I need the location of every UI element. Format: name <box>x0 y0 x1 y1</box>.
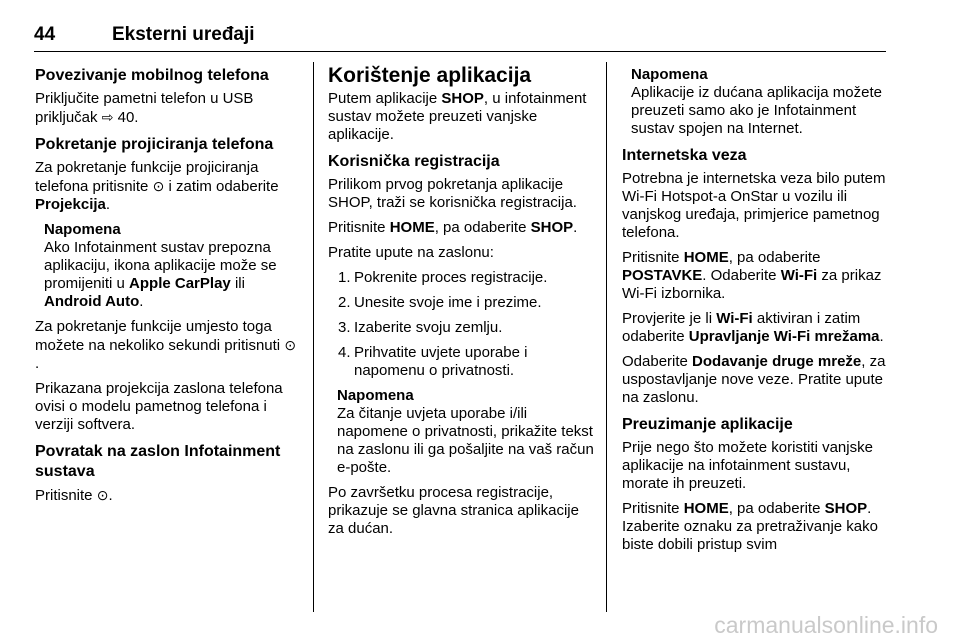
bold-term: HOME <box>683 249 729 266</box>
bold-term: Projekcija <box>35 196 106 213</box>
note-title: Napomena <box>44 221 121 238</box>
paragraph <box>622 249 890 303</box>
paragraph <box>35 159 297 214</box>
page-header <box>34 24 886 52</box>
paragraph-text: , pa odaberite <box>728 249 821 266</box>
section-heading: Pokretanje projiciranja telefona <box>35 136 274 153</box>
column-1 <box>35 62 297 512</box>
home-button-icon: ⊙ <box>96 487 109 503</box>
section-heading: Povratak na zaslon Infotainment sustava <box>35 443 281 480</box>
list-item <box>328 269 594 287</box>
steps-list <box>328 269 594 380</box>
main-heading: Korištenje aplikacija <box>328 64 532 87</box>
punctuation: . <box>573 219 578 236</box>
section-heading: Povezivanje mobilnog telefona <box>35 67 269 84</box>
paragraph-text: . Odaberite <box>702 267 777 284</box>
bold-term: Wi-Fi <box>780 267 818 284</box>
paragraph-text: . Izaberite oznaku za pretraživanje kako biste dobili pristup svim <box>622 500 878 553</box>
note-title: Napomena <box>631 66 708 83</box>
paragraph-text: , pa odaberite <box>434 219 527 236</box>
note-box <box>44 221 297 311</box>
paragraph-text: Za pokretanje funkcije umjesto toga možete na nekoliko sekundi pritisnuti <box>35 318 281 354</box>
paragraph <box>622 500 890 554</box>
step-number: 2. <box>338 294 351 311</box>
list-item <box>328 294 594 312</box>
bold-term: Android Auto <box>44 293 140 310</box>
paragraph: Prilikom prvog pokretanja aplikacije SHOP, traži se korisnička registracija. <box>328 176 577 211</box>
paragraph: Pratite upute na zaslonu: <box>328 244 494 261</box>
column-divider <box>606 62 607 612</box>
paragraph <box>622 353 890 407</box>
bold-term: Apple CarPlay <box>129 275 231 292</box>
bold-term: POSTAVKE <box>622 267 703 284</box>
note-box <box>337 387 594 477</box>
bold-term: HOME <box>389 219 435 236</box>
paragraph <box>35 90 297 127</box>
note-box <box>631 66 890 138</box>
paragraph-text: Pritisnite <box>328 219 386 236</box>
home-button-icon: ⊙ <box>152 178 165 194</box>
note-title: Napomena <box>337 387 414 404</box>
paragraph <box>328 219 594 237</box>
column-2 <box>328 62 594 545</box>
section-heading: Korisnička registracija <box>328 153 500 170</box>
paragraph <box>35 486 297 505</box>
list-item <box>328 319 594 337</box>
punctuation: . <box>108 487 113 504</box>
step-text: Izaberite svoju zemlju. <box>354 319 503 336</box>
column-3 <box>622 62 890 561</box>
note-text: Za čitanje uvjeta uporabe i/ili napomene o privatnosti, prikažite tekst na zaslonu ili ga pošaljite na vaš račun e-pošte. <box>337 405 594 476</box>
watermark: carmanualsonline.info <box>714 612 938 638</box>
paragraph-text: aktiviran i zatim odaberite <box>622 310 861 345</box>
paragraph-text: Pritisnite <box>622 249 680 266</box>
paragraph: Potrebna je internetska veza bilo putem Wi-Fi Hotspot-a OnStar u vozilu ili vanjskog uređaja, primjerice pametnog telefona. <box>622 170 886 241</box>
paragraph: Prikazana projekcija zaslona telefona ovisi o modelu pametnog telefona i verziji softvera. <box>35 380 283 433</box>
paragraph: Prije nego što možete koristiti vanjske aplikacije na infotainment sustavu, morate ih preuzeti. <box>622 439 873 492</box>
paragraph <box>328 90 594 144</box>
punctuation: . <box>139 293 144 310</box>
bold-term: SHOP <box>824 500 868 517</box>
home-button-icon: ⊙ <box>284 337 297 353</box>
bold-term: SHOP <box>530 219 574 236</box>
punctuation: . <box>879 328 884 345</box>
list-item <box>328 344 594 380</box>
step-text: Unesite svoje ime i prezime. <box>354 294 542 311</box>
paragraph-text: , za uspostavljanje nove veze. Pratite upute na zaslonu. <box>622 353 886 406</box>
bold-term: Upravljanje Wi-Fi mrežama <box>688 328 880 345</box>
paragraph-text: Za pokretanje funkcije projiciranja telefona pritisnite <box>35 159 259 195</box>
step-number: 3. <box>338 319 351 336</box>
section-heading: Internetska veza <box>622 147 747 164</box>
paragraph-text: , u infotainment sustav možete preuzeti vanjske aplikacije. <box>328 90 587 143</box>
paragraph-text: Pritisnite <box>35 487 93 504</box>
paragraph <box>35 318 297 373</box>
bold-term: Dodavanje druge mreže <box>692 353 862 370</box>
note-text: ili <box>234 275 245 292</box>
bold-term: SHOP <box>441 90 484 107</box>
paragraph-text: za prikaz Wi-Fi izbornika. <box>622 267 882 302</box>
section-heading: Preuzimanje aplikacije <box>622 416 793 433</box>
paragraph-text: Provjerite je li <box>622 310 713 327</box>
step-text: Prihvatite uvjete uporabe i napomenu o privatnosti. <box>354 344 528 379</box>
step-number: 1. <box>338 269 351 286</box>
bold-term: HOME <box>683 500 729 517</box>
paragraph-text: i zatim odaberite <box>168 178 279 195</box>
punctuation: . <box>105 196 111 213</box>
paragraph: Po završetku procesa registracije, prikazuje se glavna stranica aplikacije za dućan. <box>328 484 579 537</box>
paragraph-text: Putem aplikacije <box>328 90 438 107</box>
page-reference: 40. <box>117 109 139 126</box>
step-number: 4. <box>338 344 351 361</box>
note-text: Aplikacije iz dućana aplikacija možete preuzeti samo ako je Infotainment sustav spojen na Internet. <box>631 84 882 137</box>
paragraph-text: Odaberite <box>622 353 688 370</box>
punctuation: . <box>35 355 40 372</box>
note-text: Ako Infotainment sustav prepozna aplikaciju, ikona aplikacije može se promijeniti u <box>44 239 277 292</box>
paragraph-text: Pritisnite <box>622 500 680 517</box>
paragraph <box>622 310 890 346</box>
paragraph-text: Priključite pametni telefon u USB priključak <box>35 90 254 126</box>
column-divider <box>313 62 314 612</box>
page-ref-arrow-icon: ⇨ <box>101 109 114 125</box>
header-title: Eksterni uređaji <box>112 24 255 45</box>
step-text: Pokrenite proces registracije. <box>354 269 548 286</box>
bold-term: Wi-Fi <box>716 310 753 327</box>
paragraph-text: , pa odaberite <box>728 500 821 517</box>
page-number: 44 <box>34 24 56 45</box>
